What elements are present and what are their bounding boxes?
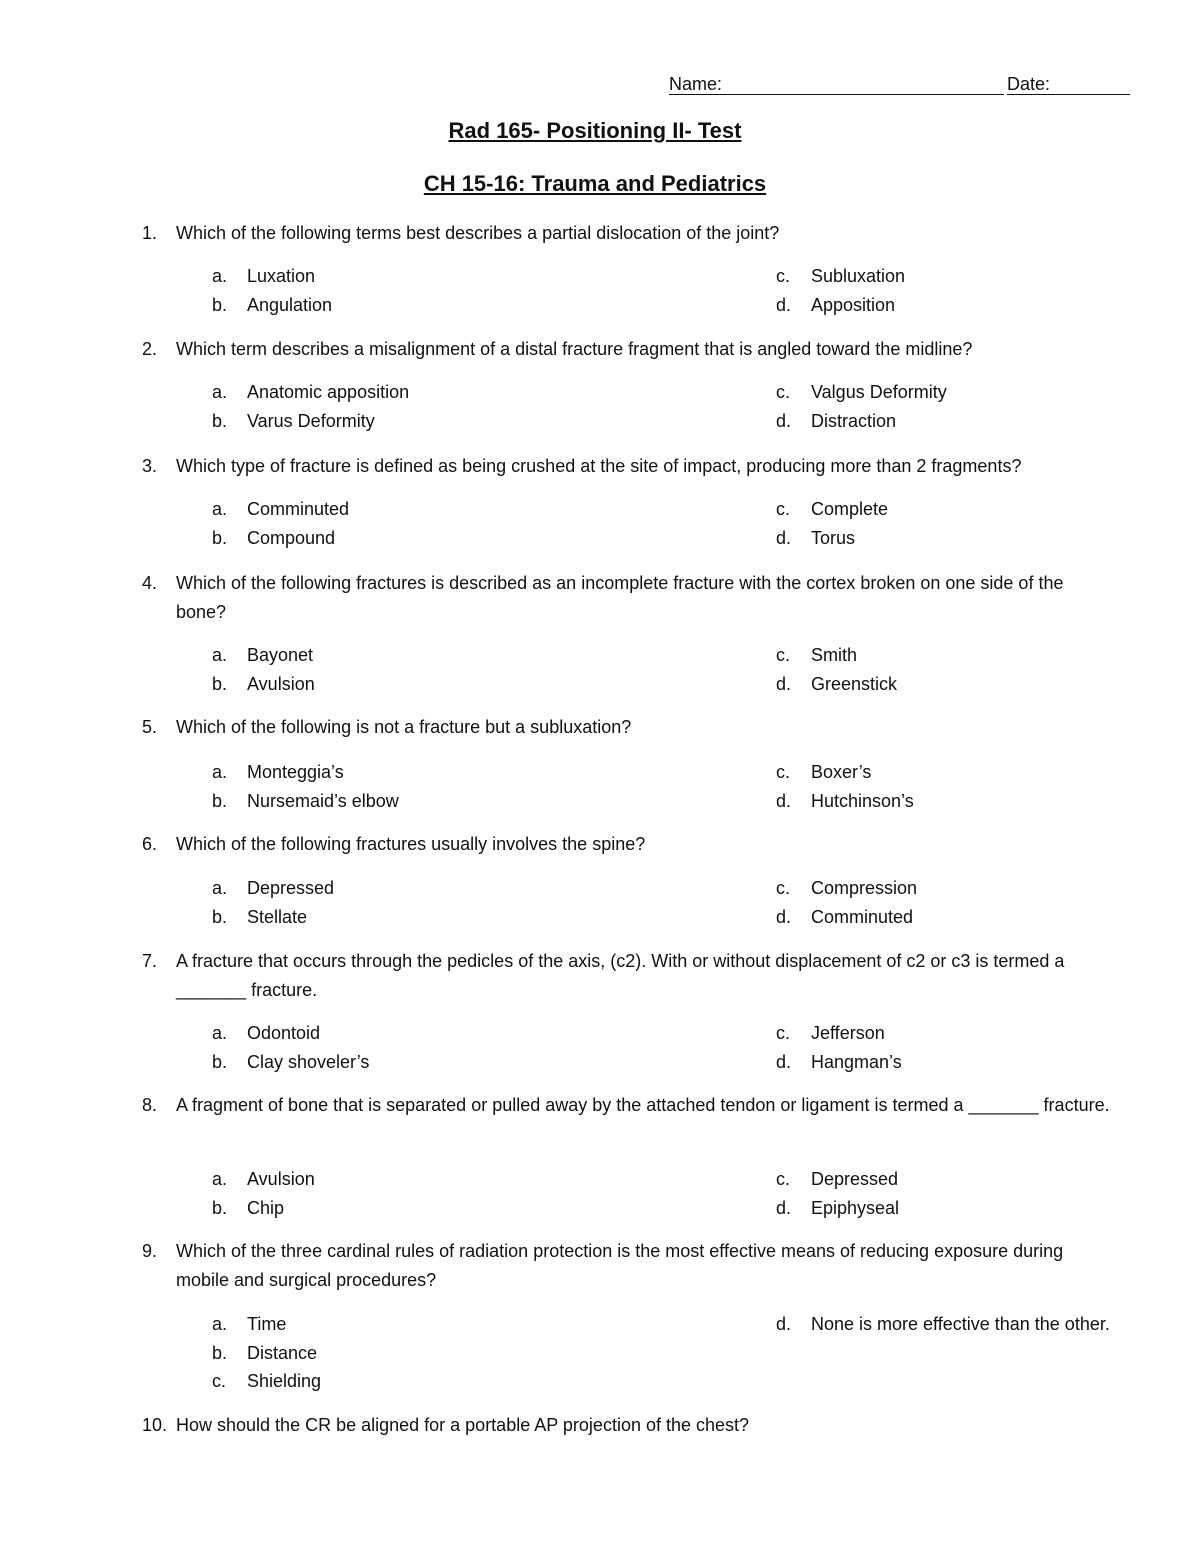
option-letter: b. <box>212 674 228 694</box>
option-letter: d. <box>776 1198 792 1218</box>
question-text: Which type of fracture is defined as being crushed at the site of impact, producing more than 2 fragments? <box>176 456 1022 476</box>
option-letter: a. <box>212 382 228 402</box>
option-text: Subluxation <box>811 266 906 286</box>
question-text: Which term describes a misalignment of a distal fracture fragment that is angled toward the midline? <box>176 339 973 359</box>
option-text: Hangman’s <box>811 1052 902 1072</box>
option-text: Valgus Deformity <box>811 382 947 402</box>
question-text: Which of the following is not a fracture but a subluxation? <box>176 717 632 737</box>
name-date-header <box>669 74 1130 98</box>
option-text: Hutchinson’s <box>811 791 914 811</box>
name-blank-line <box>669 94 1004 95</box>
option-letter: b. <box>212 907 228 927</box>
option-letter: b. <box>212 411 228 431</box>
option-letter: c. <box>776 1023 791 1043</box>
option-text: Compression <box>811 878 918 898</box>
question-number: 9. <box>142 1241 158 1261</box>
option-letter: d. <box>776 411 792 431</box>
question-number: 1. <box>142 223 158 243</box>
question-text: Which of the following fractures is described as an incomplete fracture with the cortex broken on one side of the bone? <box>176 573 1064 622</box>
question-text: A fracture that occurs through the pedicles of the axis, (c2). With or without displacement of c2 or c3 is termed a _______ fracture. <box>176 951 1065 1000</box>
option-letter: c. <box>776 266 791 286</box>
question-text: A fragment of bone that is separated or pulled away by the attached tendon or ligament is termed a _______ fracture. <box>176 1095 1110 1115</box>
option-text: Anatomic apposition <box>247 382 410 402</box>
option-text: Odontoid <box>247 1023 321 1043</box>
option-text: Shielding <box>247 1371 322 1391</box>
question-number: 5. <box>142 717 158 737</box>
option-text: Apposition <box>811 295 896 315</box>
option-text: Time <box>247 1314 287 1334</box>
option-text: Epiphyseal <box>811 1198 900 1218</box>
option-letter: b. <box>212 295 228 315</box>
option-letter: c. <box>212 1371 227 1391</box>
option-letter: b. <box>212 1198 228 1218</box>
date-label: Date: <box>1007 74 1051 94</box>
option-text: Complete <box>811 499 889 519</box>
option-letter: c. <box>776 1169 791 1189</box>
option-letter: d. <box>776 674 792 694</box>
option-text: Varus Deformity <box>247 411 375 431</box>
option-text: Distraction <box>811 411 897 431</box>
question-number: 7. <box>142 951 158 971</box>
option-text: None is more effective than the other. <box>811 1314 1110 1334</box>
question-number: 10. <box>142 1415 168 1435</box>
option-letter: a. <box>212 878 228 898</box>
option-letter: a. <box>212 499 228 519</box>
option-text: Comminuted <box>247 499 350 519</box>
option-text: Boxer’s <box>811 762 872 782</box>
option-letter: c. <box>776 878 791 898</box>
question-text: Which of the following terms best describes a partial dislocation of the joint? <box>176 223 780 243</box>
option-letter: a. <box>212 762 228 782</box>
question-number: 4. <box>142 573 158 593</box>
option-letter: c. <box>776 382 791 402</box>
question-number: 6. <box>142 834 158 854</box>
option-text: Stellate <box>247 907 308 927</box>
option-text: Compound <box>247 528 336 548</box>
option-letter: c. <box>776 645 791 665</box>
question-number: 8. <box>142 1095 158 1115</box>
date-blank-line <box>1007 94 1130 95</box>
page-title: Rad 165- Positioning II- Test <box>448 118 742 143</box>
name-label: Name: <box>669 74 723 94</box>
option-letter: a. <box>212 1023 228 1043</box>
option-letter: a. <box>212 1169 228 1189</box>
option-text: Avulsion <box>247 674 315 694</box>
option-letter: d. <box>776 791 792 811</box>
option-text: Clay shoveler’s <box>247 1052 370 1072</box>
option-letter: d. <box>776 295 792 315</box>
option-text: Angulation <box>247 295 333 315</box>
option-text: Avulsion <box>247 1169 315 1189</box>
option-text: Bayonet <box>247 645 314 665</box>
option-letter: a. <box>212 266 228 286</box>
question-number: 2. <box>142 339 158 359</box>
option-text: Smith <box>811 645 858 665</box>
option-text: Comminuted <box>811 907 914 927</box>
option-letter: b. <box>212 791 228 811</box>
option-text: Luxation <box>247 266 316 286</box>
question-text: Which of the following fractures usually involves the spine? <box>176 834 646 854</box>
option-letter: b. <box>212 1343 228 1363</box>
question-number: 3. <box>142 456 158 476</box>
option-text: Nursemaid’s elbow <box>247 791 399 811</box>
option-text: Distance <box>247 1343 318 1363</box>
question-text: How should the CR be aligned for a portable AP projection of the chest? <box>176 1415 750 1435</box>
option-text: Depressed <box>811 1169 899 1189</box>
option-letter: c. <box>776 762 791 782</box>
option-text: Jefferson <box>811 1023 885 1043</box>
option-letter: c. <box>776 499 791 519</box>
option-text: Chip <box>247 1198 285 1218</box>
option-text: Monteggia’s <box>247 762 344 782</box>
option-letter: d. <box>776 1052 792 1072</box>
option-letter: d. <box>776 528 792 548</box>
option-text: Greenstick <box>811 674 898 694</box>
option-letter: b. <box>212 1052 228 1072</box>
option-letter: a. <box>212 1314 228 1334</box>
option-text: Depressed <box>247 878 335 898</box>
option-text: Torus <box>811 528 856 548</box>
question-text: Which of the three cardinal rules of radiation protection is the most effective means of reducing exposure during mobile and surgical procedures? <box>176 1241 1064 1290</box>
option-letter: d. <box>776 1314 792 1334</box>
page-subtitle: CH 15-16: Trauma and Pediatrics <box>423 171 767 196</box>
option-letter: a. <box>212 645 228 665</box>
option-letter: d. <box>776 907 792 927</box>
option-letter: b. <box>212 528 228 548</box>
